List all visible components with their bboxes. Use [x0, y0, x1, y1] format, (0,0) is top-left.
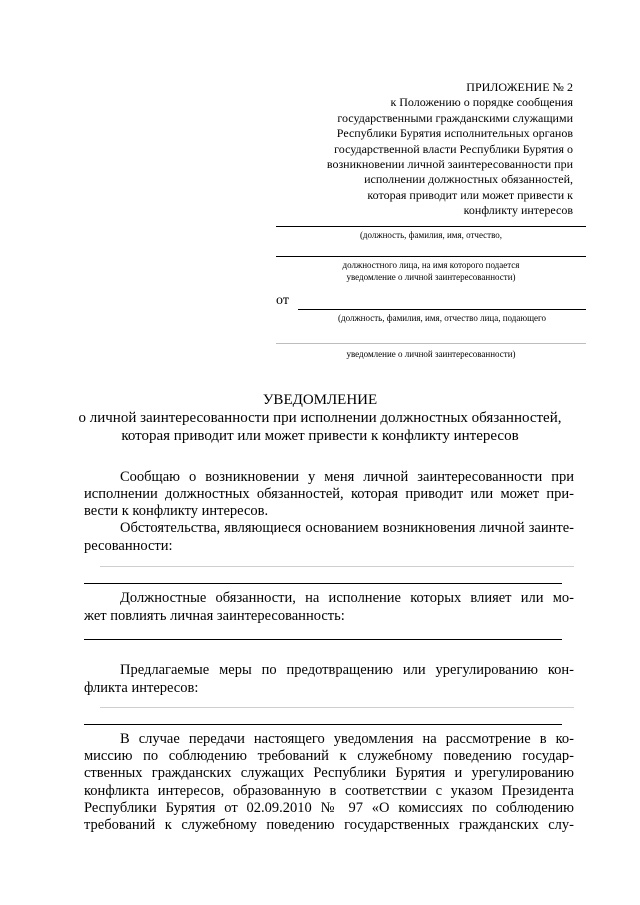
appendix-line: к Положению о порядке сообщения	[390, 95, 573, 110]
sender-line	[276, 343, 586, 344]
body-text: Должностные обязанности, на исполнение которых влияет или мо-	[120, 590, 574, 606]
addressee-caption: уведомление о личной заинтересованности)	[346, 272, 516, 282]
appendix-line: Республики Бурятия исполнительных органов	[336, 126, 573, 141]
body-text: Обстоятельства, являющиеся основанием возникновения личной заинте-	[120, 520, 574, 536]
addressee-line	[276, 226, 586, 227]
fill-line	[84, 724, 562, 725]
body-text: фликта интересов:	[84, 680, 199, 696]
appendix-number: ПРИЛОЖЕНИЕ № 2	[466, 80, 573, 94]
body-text: Предлагаемые меры по предотвращению или урегулированию кон-	[120, 662, 574, 678]
appendix-line: государственной власти Республики Бурятия о	[334, 141, 573, 156]
body-text: ресованности:	[84, 538, 173, 554]
appendix-line: конфликту интересов	[463, 203, 573, 218]
appendix-line: возникновении личной заинтересованности при	[326, 157, 573, 172]
notice-subtitle: которая приводит или может привести к конфликту интересов	[121, 428, 519, 444]
addressee-caption: (должность, фамилия, имя, отчество,	[359, 230, 503, 240]
appendix-line: которая приводит или может привести к	[367, 187, 573, 202]
addressee-line	[276, 256, 586, 257]
sender-caption: (должность, фамилия, имя, отчество лица, подающего	[338, 313, 546, 323]
body-text: Сообщаю о возникновении у меня личной заинтересованности при	[120, 469, 574, 485]
from-label: от	[276, 293, 289, 308]
fill-line	[100, 707, 574, 708]
fill-line	[84, 583, 562, 584]
body-text: жет повлиять личная заинтересованность:	[84, 608, 345, 624]
appendix-line: исполнении должностных обязанностей,	[364, 172, 573, 187]
notice-title: УВЕДОМЛЕНИЕ	[262, 392, 378, 408]
fill-line	[84, 639, 562, 640]
sender-line	[298, 309, 586, 310]
fill-line	[100, 566, 574, 567]
appendix-header	[290, 80, 573, 219]
body-text: ственных гражданских служащих Республики Бурятия и урегулированию	[84, 765, 574, 781]
body-text: требований к служебному поведению государственных гражданских слу-	[84, 817, 574, 833]
addressee-caption: должностного лица, на имя которого подается	[342, 260, 520, 270]
body-text: конфликта интересов, образованную в соответствии с указом Президента	[84, 783, 574, 799]
body-text: Республики Бурятия от 02.09.2010 № 97 «О комиссиях по соблюдению	[84, 800, 574, 816]
notice-subtitle: о личной заинтересованности при исполнении должностных обязанностей,	[78, 410, 562, 426]
body-text: вести к конфликту интересов.	[84, 503, 269, 519]
appendix-line: государственными гражданскими служащими	[337, 110, 573, 125]
body-text: миссию по соблюдению требований к служебному поведению государ-	[84, 748, 574, 764]
body-text: В случае передачи настоящего уведомления на рассмотрение в ко-	[120, 731, 574, 747]
body-text: исполнении должностных обязанностей, которая приводит или может при-	[84, 486, 574, 502]
sender-caption: уведомление о личной заинтересованности)	[346, 349, 516, 359]
